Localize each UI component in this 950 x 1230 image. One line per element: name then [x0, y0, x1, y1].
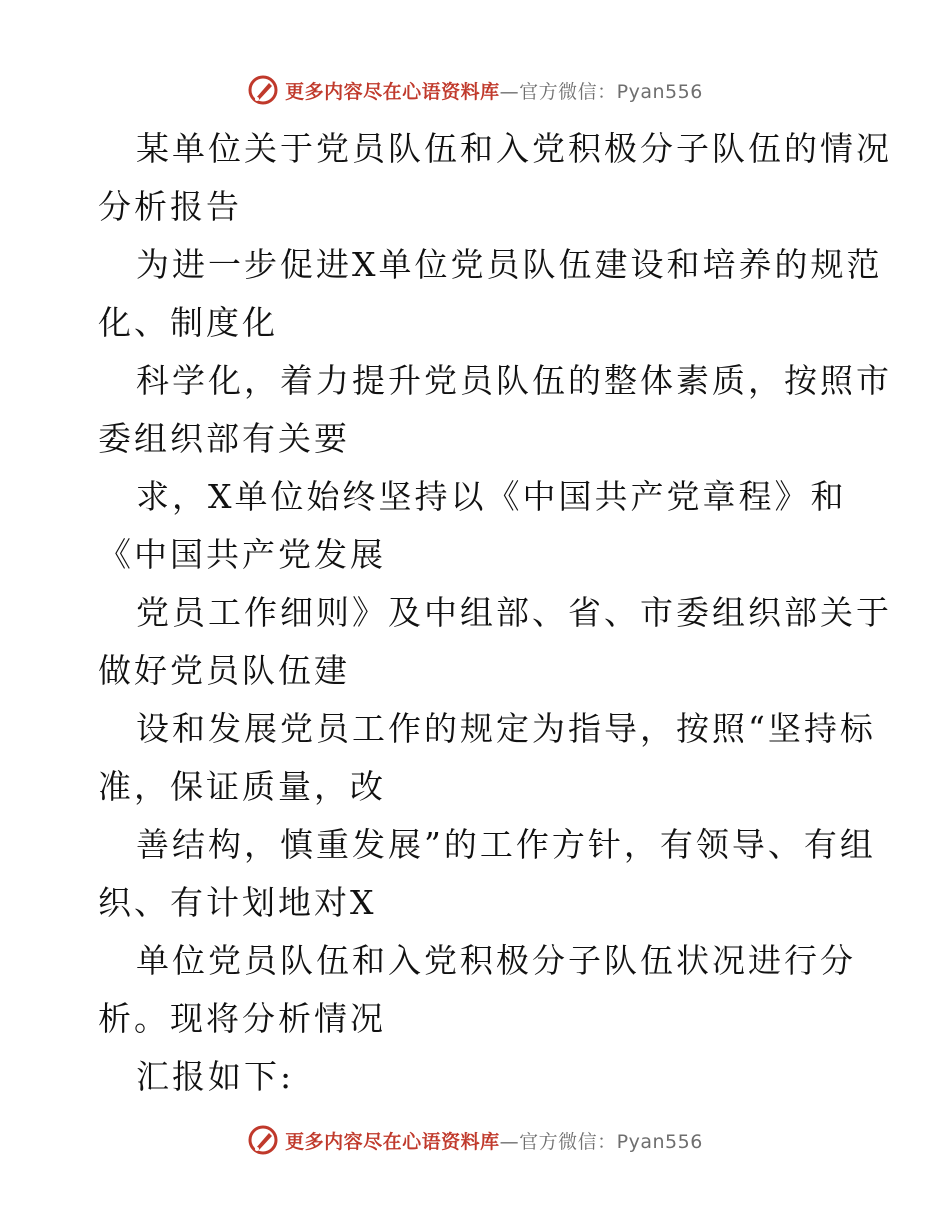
text-line: 做好党员队伍建 [98, 651, 350, 690]
text-line: 化、制度化 [98, 303, 278, 342]
text-line: 单位党员队伍和入党积极分子队伍状况进行分 [136, 941, 856, 980]
text-line: 善结构，慎重发展”的工作方针，有领导、有组 [136, 825, 876, 864]
text-line: 设和发展党员工作的规定为指导，按照“坚持标 [136, 709, 876, 748]
pen-logo-icon [247, 74, 279, 106]
banner-main-text: 更多内容尽在心语资料库 [285, 1130, 500, 1153]
footer-watermark-banner [0, 1120, 950, 1160]
text-line: 某单位关于党员队伍和入党积极分子队伍的情况 [136, 129, 892, 168]
text-line: 委组织部有关要 [98, 419, 350, 458]
banner-text [285, 1127, 703, 1154]
text-line: 准，保证质量，改 [98, 767, 386, 806]
text-line: 《中国共产党发展 [98, 535, 386, 574]
banner-wechat-text: 官方微信：Pyan556 [519, 80, 703, 103]
banner-text [285, 77, 703, 104]
banner-wechat-text: 官方微信：Pyan556 [519, 1130, 703, 1153]
text-line: 为进一步促进X单位党员队伍建设和培养的规范 [136, 245, 883, 284]
text-line: 求，X单位始终坚持以《中国共产党章程》和 [136, 477, 847, 516]
banner-main-text: 更多内容尽在心语资料库 [285, 80, 500, 103]
document-body [98, 120, 892, 1106]
banner-separator: — [499, 1130, 520, 1153]
text-line: 析。现将分析情况 [98, 999, 386, 1038]
header-watermark-banner [0, 70, 950, 110]
banner-separator: — [499, 80, 520, 103]
pen-logo-icon [247, 1124, 279, 1156]
text-line: 党员工作细则》及中组部、省、市委组织部关于 [136, 593, 892, 632]
text-line: 织、有计划地对X [98, 883, 377, 922]
text-line: 科学化，着力提升党员队伍的整体素质，按照市 [136, 361, 892, 400]
text-line: 汇报如下: [136, 1057, 295, 1096]
text-line: 分析报告 [98, 187, 242, 226]
